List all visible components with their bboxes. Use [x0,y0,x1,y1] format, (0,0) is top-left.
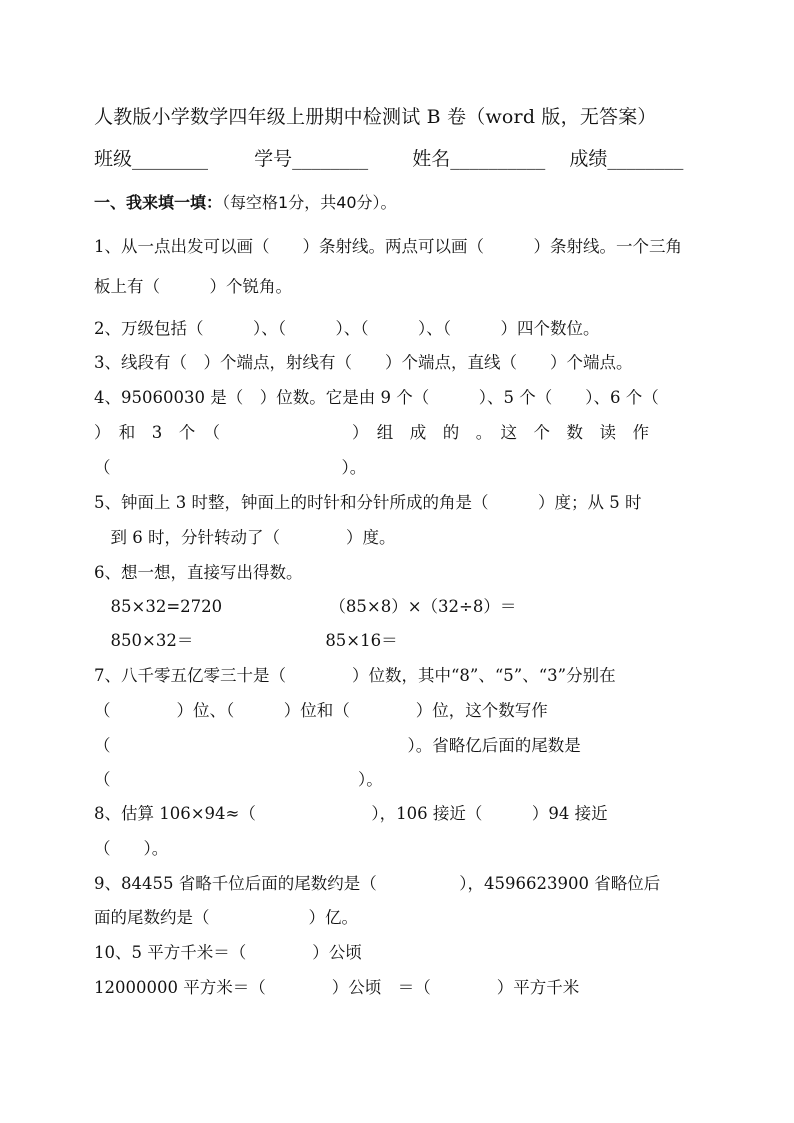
question-line: 7、八千零五亿零三十是（ ）位数，其中“8”、“5”、“3”分别在 [94,666,616,685]
question-line: （ ）。 [94,770,383,789]
question-line: 850×32＝ 85×16＝ [94,631,398,650]
section-heading [94,192,700,214]
question-line: （ ）。 [94,839,169,858]
question-line: 到 6 时，分针转动了（ ）度。 [94,528,396,547]
question-line: 1、从一点出发可以画（ ）条射线。两点可以画（ ）条射线。一个三角 [94,237,682,256]
question-line: （ ）。 [94,458,367,477]
question-line: 板上有（ ）个锐角。 [94,277,292,296]
question-line: 6、想一想，直接写出得数。 [94,563,303,582]
question-line: 5、钟面上 3 时整，钟面上的时针和分针所成的角是（ ）度；从 5 时 [94,493,642,512]
question-line: 85×32=2720 （85×8）×（32÷8）＝ [94,597,517,616]
question-line: 10、5 平方千米＝（ ）公顷 [94,943,362,962]
question-line: （ ）。省略亿后面的尾数是 [94,736,581,755]
question-line: 2、万级包括（ ）、（ ）、（ ）、（ ）四个数位。 [94,319,600,338]
section-score-note: （每空格1分，共40分）。 [222,193,397,212]
question-line: 面的尾数约是（ ）亿。 [94,908,358,927]
section-title: 一、我来填一填： [94,193,223,212]
student-id-field: 学号________ [254,148,369,170]
question-line: 12000000 平方米＝（ ）公顷 ＝（ ）平方千米 [94,978,580,997]
question-line: 3、线段有（ ）个端点，射线有（ ）个端点，直线（ ）个端点。 [94,353,633,372]
score-field: 成绩________ [569,148,684,170]
question-line: 8、估算 106×94≈（ ），106 接近（ ）94 接近 [94,804,608,823]
question-line: 9、84455 省略千位后面的尾数约是（ ），4596623900 省略位后 [94,874,661,893]
question-line: ） 和 3 个 （ ） 组 成 的 。 这 个 数 读 作 [94,423,649,442]
name-field: 姓名__________ [412,148,546,170]
doc-title: 人教版小学数学四年级上册期中检测试 B 卷（word 版，无答案） [94,106,657,128]
question-line: （ ）位、（ ）位和（ ）位，这个数写作 [94,701,548,720]
question-line: 4、95060030 是（ ）位数。它是由 9 个（ ）、5 个（ ）、6 个（ [94,388,659,407]
student-info-row [94,148,700,170]
class-field: 班级________ [94,148,209,170]
